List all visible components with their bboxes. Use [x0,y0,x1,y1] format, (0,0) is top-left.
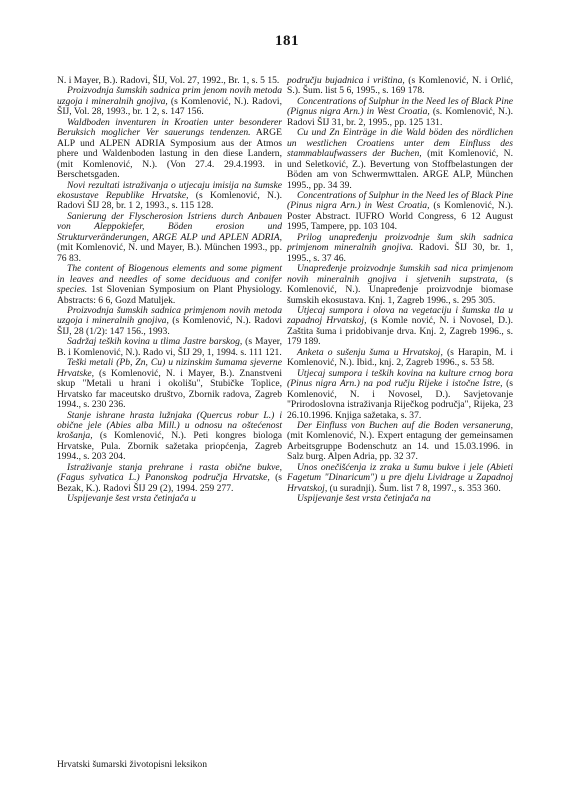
entry-details: N. i Mayer, B.). Radovi, ŠIJ, Vol. 27, 1992., Br. 1, s. 5 15. [57,75,280,86]
entry-title: Proizvodnja šumskih sadnica primjenom novih metoda uzgoja i mineralnih gnojiva, [57,304,282,327]
bibliography-entry [287,264,513,306]
entry-details: (s Komlenović, N.). Radovi ŠIJ 28, br. 1 2, 1993., s. 115 128. [57,189,282,212]
entry-details: (s Mayer, B. i Komlenović, N.). Rado vi, ŠIJ 29, 1, 1994. s. 111 121. [57,336,282,358]
entry-details: (s Komlenović, N. i Mayer, B.). Znanstveni skup "Metali u hrani i okolišu", Stubičke Toplice, Hrvatsko far maceutsko društvo, Zbornik radova, Zagreb 1994., s. 230 236. [57,367,282,411]
bibliography-entry [287,369,513,421]
bibliography-entry [57,494,282,504]
entry-details: (s Komlenović, N.). Peti kongres biologa Hrvatske, Pula. Zbornik sažetaka priopćenja, Zagreb 1994., s. 203 204. [57,430,282,463]
entry-details: ARGE ALP und ALPEN ADRIA Symposium aus der Atmos phere und Waldenboden lastung in den diese Landern, (mit Komlenović, N.). (Von 27.4. 29.4.1993. in Berschetsgaden. [57,127,282,181]
page-footer: Hrvatski šumarski životopisni leksikon [57,759,208,770]
entry-title: Sadržaj teških kovina u tlima Jastre barskog, [67,336,243,348]
entry-title: Unapređenje proizvodnje šumskih sad nica primjenom novih mineralnih gnojiva i sjetvenih supstrata, [287,263,513,285]
bibliography-entry [57,264,282,306]
entry-title: Utjecaj sumpora i olova na vegetaciju i šumska tla u zapadnoj Hrvatskoj, [287,304,513,327]
entry-title: The content of Biogenous elements and some pigment in leaves and needles of some deciduous and conifer species. [57,263,282,296]
bibliography-entry [287,306,513,348]
entry-title: Concentrations of Sulphur in the Need les of Black Pine (Pinus nigra Arn.) in West Croatia, [287,189,513,212]
bibliography-entry [287,191,513,233]
entry-details: (s Komlenović, N. i Novosel, D.). Savjetovanje "Prirodoslovna istraživanja Riječkog područja", Rijeka, 23 26.10.1996. Knjiga sažetaka, s. 37. [287,378,514,421]
entry-title: Stanje ishrane hrasta lužnjaka (Quercus robur L.) i obične jele (Abies alba Mill.) u odnosu na oštećenost krošanja, [57,409,282,442]
entry-title: Prilog unapređenju proizvodnje šum skih sadnica primjenom mineralnih gnojiva. [287,231,513,254]
entry-title: Istraživanje stanja prehrane i rasta obične bukve, (Fagus sylvatica L.) Panonskog područja Hrvatske, [57,461,282,484]
bibliography-entry [287,233,513,264]
bibliography-entry [57,181,282,212]
bibliography-entry [287,494,513,504]
bibliography-column-right [287,76,513,505]
entry-details: (s Bezak, K.). Radovi ŠIJ 29 (2), 1994. 259 277. [57,472,282,494]
page-number: 181 [275,33,299,49]
bibliography-entry [57,337,282,358]
bibliography-entry [287,348,513,369]
entry-details: Radovi. ŠIJ 30, br. 1, 1995., s. 37 46. [287,242,513,264]
bibliography-entry [287,128,513,191]
entry-details: (mit Komlenović, N. und Seletković, Z.). Bevertung von Stoffbelastungen der Böden am von Schwermwttalen. ARGE ALP, München 1995., pp. 34 39. [287,148,513,191]
bibliography-entry [57,463,282,494]
entry-title: Anketa o sušenju šuma u Hrvatskoj, [297,346,443,358]
bibliography-entry [287,421,513,463]
entry-details: (mit Komlenović, N. und Mayer, B.). München 1993., pp. 76 83. [57,242,282,264]
entry-title: Uspijevanje šest vrsta četinjača u [67,493,196,505]
bibliography-entry [287,97,513,128]
entry-title: Sanierung der Flyscherosion Istriens durch Anbauen von Aleppokiefer, Böden erosion und Strukturveränderungen, ARGE ALP und APLEN ADRIA, [57,210,282,243]
entry-details: (s Komlenović, N.). Poster Abstract. IUFRO World Congress, 6 12 August 1995, Tampere, pp. 103 104. [287,200,513,233]
entry-details: (s. Komlenović, N.). Radovi ŠIJ 31, br. 2, 1995., pp. 125 131. [287,106,513,128]
entry-title: Proizvodnja šumskih sadnica prim jenom novih metoda uzgoja i mineralnih gnojiva, [57,85,282,107]
entry-title: Utjecaj sumpora i teških kovina na kulture crnog bora (Pinus nigra Arn.) na pod ručju Rijeke i istočne Istre, [287,367,513,390]
bibliography-entry [287,463,513,494]
entry-details: (s Komlenović, N. i Orlić, S.). Šum. list 5 6, 1995., s. 169 178. [287,75,513,97]
bibliography-entry [57,358,282,410]
entry-title: Uspijevanje šest vrsta četinjača na [297,493,431,505]
entry-title: Cu und Zn Einträge in die Wald böden des nördlichen un westlichen Croatiens unter dem Einfluss des stammablaufwassers der Buchen, [287,127,513,160]
entry-details: 1st Slovenian Symposium on Plant Physiology. Abstracts: 6 6, Gozd Matuljek. [57,284,282,306]
bibliography-column-left [57,76,282,505]
bibliography-entry [57,212,282,264]
entry-details: (s Komle nović, N. i Novosel, D.). Zaštita šuma i pridobivanje drva. Knj. 2, Zagreb 1996., s. 179 189. [287,315,513,348]
entry-details: (s Komlenović, N.). Radovi, ŠIJ, Vol. 28, 1993., br. 1 2, s. 147 156. [57,95,282,118]
bibliography-entry [57,411,282,463]
entry-details: (s Harapin, M. i Komlenović, N.). Ibid., knj. 2, Zagreb 1996., s. 53 58. [287,346,513,369]
bibliography-entry [57,306,282,337]
entry-title: području bujadnica i vriština, [287,75,405,86]
entry-details: (s Komlenović, N.). Radovi ŠIJ, 28 (1/2): 147 156., 1993. [57,315,282,337]
bibliography-entry [57,118,282,181]
entry-title: Concentrations of Sulphur in the Need les of Black Pine (Pignus nigra Arn.) in West Croatia, [287,95,513,118]
entry-title: Teški metali (Pb, Zn, Cu) u nizinskim šumama sjeverne Hrvatske, [57,357,282,379]
entry-title: Waldboden inventuren in Kroatien unter besonderer Beruksich moglicher Ver sauerungs tendenzen. [57,116,282,139]
bibliography-entry [287,76,513,97]
bibliography-entry [57,86,282,117]
entry-title: Unos onečišćenja iz zraka u šumu bukve i jele (Abieti Fagetum "Dinaricum") u pre djelu Lividrage u Zapadnoj Hrvatskoj, [287,461,513,494]
entry-details: (mit Komlenović, N.). Expert entagung der gemeinsamen Arbeitsgruppe Bodenschutz an 14. und 15.03.1996. in Salz burg. Alpen Adria, pp. 32 37. [287,430,513,463]
entry-title: Novi rezultati istraživanja o utjecaju imisija na šumske ekosustave Republike Hrvatske, [57,179,282,201]
entry-details: (u suradnji). Šum. list 7 8, 1997., s. 353 360. [327,482,501,494]
entry-title: Der Einfluss von Buchen auf die Boden versanerung, [297,419,513,431]
entry-details: (s Komlenović, N.). Unapređenje proizvodnje biomase šumskih ekosustava. Knj. 1, Zagreb 1996., s. 295 305. [287,273,513,306]
